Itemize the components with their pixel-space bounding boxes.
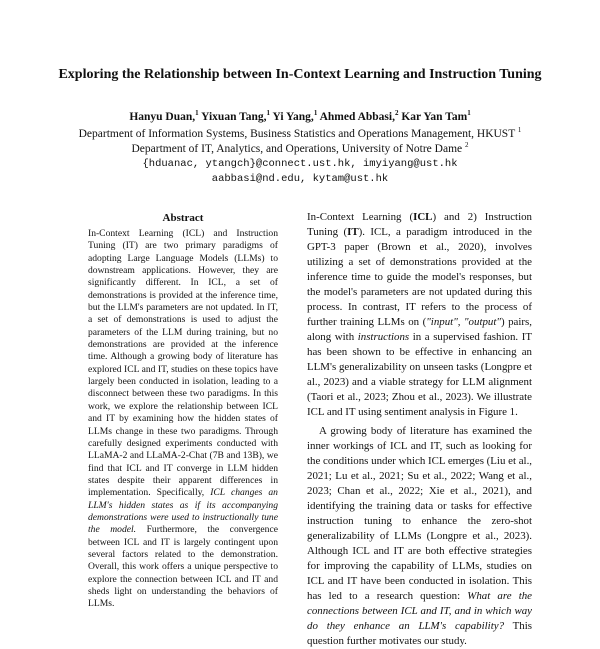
paper-title: Exploring the Relationship between In-Context Learning and Instruction Tuning — [58, 67, 542, 82]
author-name: Hanyu Duan,$^1$ — [129, 109, 199, 123]
affiliation-2: Department of IT, Analytics, and Operations, University of Notre Dame $^2$ — [131, 141, 469, 155]
abstract-body: In-Context Learning (ICL) and Instruction Tuning (IT) are two primary paradigms of adopting Large Language Models (LLMs) to downstream applications. However, they are significantly different. In ICL, a set of demonstrations is provided at the inference time, but the LLM's parameters are not updated. In IT, a set of demonstrations is used to adjust the parameters of the LLM during training, but no demonstrations are provided at the inference time. Although a growing body of literature has explored ICL and IT, studies on these topics have largely been conducted in isolation, leading to a disconnect between these two paradigms. In this work, we explore the relationship between ICL and IT by examining how the hidden states of LLMs change in these two paradigms. Through carefully designed experiments conducted with LLaMA-2 and LLaMA-2-Chat (7B and 13B), we find that ICL and IT converge in LLM hidden states despite their apparent differences in implementation. Specifically, ICL changes an LLM's hidden states as if its accompanying demonstrations were used to instructionally tune the model. Furthermore, the convergence between ICL and IT is largely contingent upon several factors related to the demonstration. Overall, this work offers a unique perspective to explore the connection between ICL and IT and sheds light on understanding the behaviors of LLMs. — [88, 228, 278, 610]
email-line-1: {hduanac, ytangch}@connect.ust.hk, imyiyang@ust.hk — [142, 158, 458, 170]
author-name: Yixuan Tang,$^1$ — [201, 109, 271, 123]
abstract-heading: Abstract — [162, 212, 204, 224]
intro-paragraph-1: In-Context Learning (ICL) and 2) Instruction Tuning (IT). ICL, a paradigm introduced in the GPT-3 paper (Brown et al., 2020), involves utilizing a set of demonstrations provided at the inference time to guide the model's responses, but the model's parameters are not updated during this process. In contrast, IT refers to the process of further training LLMs on ("input", "output") pairs, along with instructions in a supervised fashion. IT has been shown to be effective in enhancing an LLM's generalizability on unseen tasks (Longpre et al., 2023) and a viable strategy for LLM alignment (Taori et al., 2023; Zhou et al., 2023). We illustrate ICL and IT using sentiment analysis in Figure 1. — [307, 211, 532, 418]
author-name: Kar Yan Tam$^1$ — [401, 109, 471, 123]
email-line-2: aabbasi@nd.edu, kytam@ust.hk — [211, 173, 389, 185]
author-name: Ahmed Abbasi,$^2$ — [319, 109, 399, 123]
author-list — [40, 110, 560, 125]
author-name: Yi Yang,$^1$ — [272, 109, 318, 123]
introduction-text — [307, 210, 532, 649]
intro-paragraph-2: A growing body of literature has examined the inner workings of ICL and IT, such as looking for the conditions under which ICL emerges (Liu et al., 2021; Lu et al., 2021; Su et al., 2022; Wang et al., 2023; Chan et al., 2022; Xie et al., 2021), and identifying the training data or tasks for effective instruction tuning to enhance the zero-shot generalizability of LLMs (Longpre et al., 2023). Although ICL and IT are both effective strategies for improving the capability of LLMs, studies on ICL and IT have been conducted in isolation. This has led to a research question: What are the connections between ICL and IT, and in which way do they enhance an LLM's capability? This question further motivates our study. — [307, 425, 533, 647]
affiliation-1: Department of Information Systems, Business Statistics and Operations Management, HKUST $^1$ — [78, 126, 522, 140]
